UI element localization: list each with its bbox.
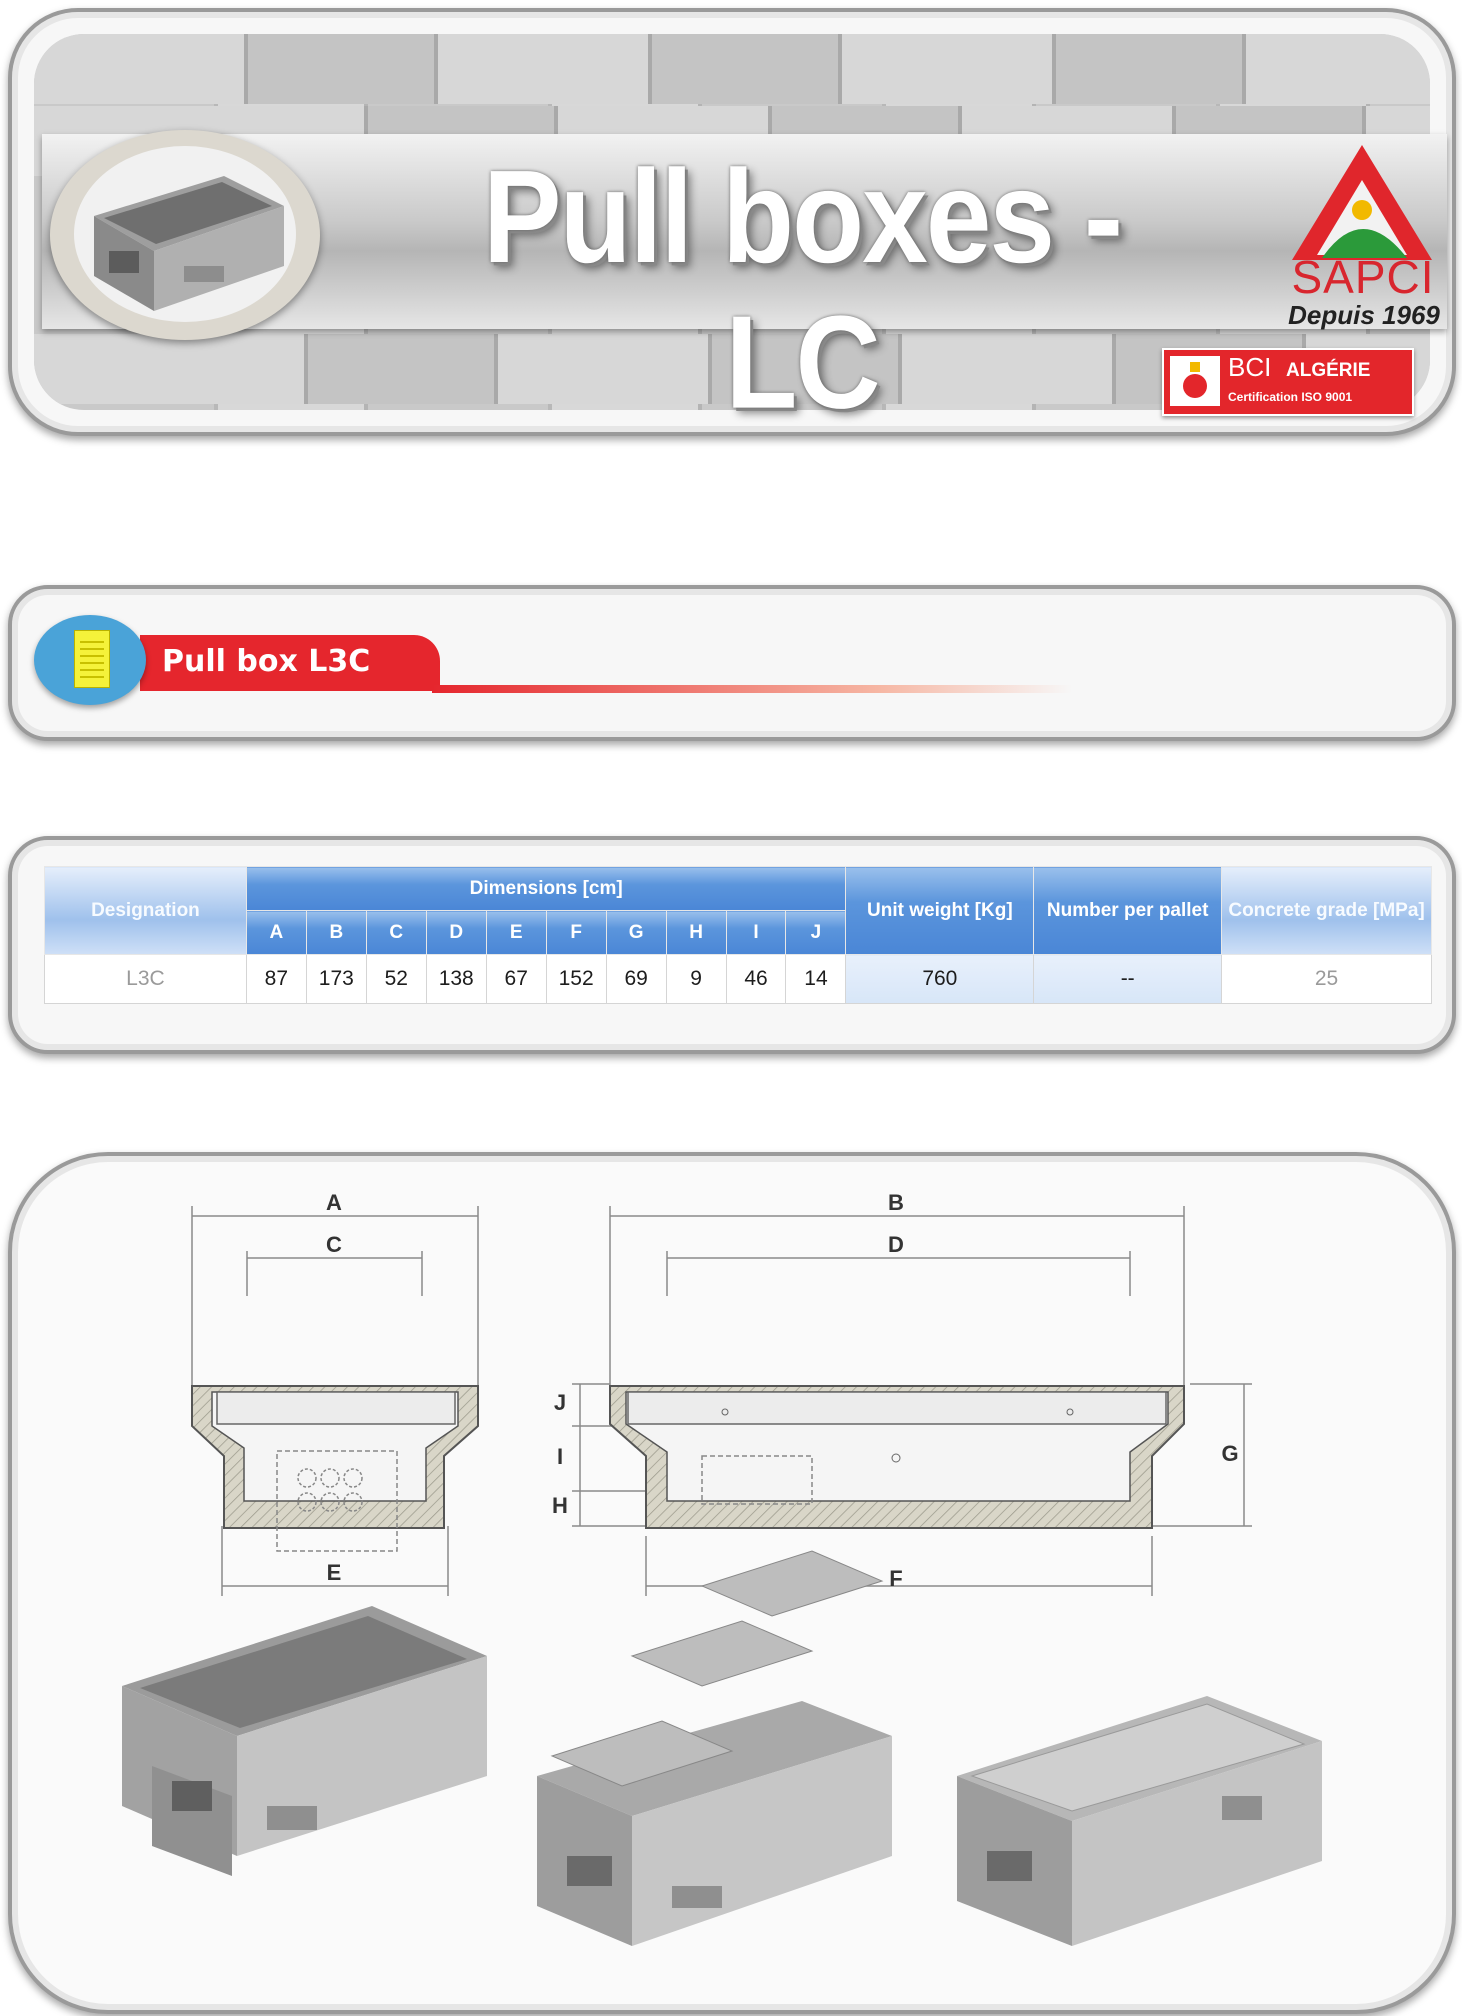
dim-label-a: A: [326, 1190, 342, 1215]
spec-table: [44, 866, 1432, 1004]
spec-table-panel: [8, 836, 1456, 1054]
header-dim-h: H: [666, 911, 726, 955]
dim-label-d: D: [888, 1232, 904, 1257]
header-designation: Designation: [45, 867, 247, 955]
header-dimensions: Dimensions [cm]: [246, 867, 846, 911]
render-closed-box: [957, 1696, 1322, 1946]
cell-number-per-pallet: --: [1034, 955, 1222, 1004]
header-dim-a: A: [246, 911, 306, 955]
cell-dim-a: 87: [246, 955, 306, 1004]
section-underline: [432, 685, 1072, 693]
header-number-per-pallet: Number per pallet: [1034, 867, 1222, 955]
bci-certification-text: Certification ISO 9001: [1228, 390, 1353, 404]
table-row: [45, 955, 1432, 1004]
dim-label-e: E: [326, 1560, 342, 1585]
header-banner: [8, 8, 1456, 436]
bci-certification-badge: [1162, 348, 1414, 416]
header-concrete-grade: Concrete grade [MPa]: [1222, 867, 1432, 955]
header-dim-c: C: [366, 911, 426, 955]
cell-dim-c: 52: [366, 955, 426, 1004]
cell-concrete-grade: 25: [1222, 955, 1432, 1004]
document-icon: [74, 630, 110, 688]
header-dim-g: G: [606, 911, 666, 955]
dim-label-b: B: [888, 1190, 904, 1215]
dim-label-c: C: [326, 1232, 342, 1257]
dim-label-j: J: [553, 1390, 567, 1415]
dim-label-h: H: [552, 1493, 568, 1518]
dim-label-g: G: [1221, 1441, 1239, 1466]
cell-dim-f: 152: [546, 955, 606, 1004]
section-header: [8, 585, 1456, 741]
render-box-with-covers: [537, 1551, 892, 1946]
header-dim-j: J: [786, 911, 846, 955]
header-dim-f: F: [546, 911, 606, 955]
header-unit-weight: Unit weight [Kg]: [846, 867, 1034, 955]
brand-since: Depuis 1969: [1288, 300, 1440, 330]
bci-logo-icon: [1170, 356, 1220, 406]
document-icon-badge: [34, 615, 146, 705]
dim-label-i: I: [556, 1444, 564, 1469]
dim-label-f: F: [889, 1566, 903, 1591]
header-dim-d: D: [426, 911, 486, 955]
cell-dim-h: 9: [666, 955, 726, 1004]
cell-dim-i: 46: [726, 955, 786, 1004]
header-dim-b: B: [306, 911, 366, 955]
brand-name: SAPCI: [1291, 251, 1435, 303]
product-thumbnail: [74, 146, 296, 322]
cell-dim-g: 69: [606, 955, 666, 1004]
header-dim-i: I: [726, 911, 786, 955]
render-open-box: [122, 1606, 487, 1876]
header-dim-e: E: [486, 911, 546, 955]
section-title: Pull box L3C: [162, 644, 371, 679]
cell-dim-d: 138: [426, 955, 486, 1004]
cell-dim-j: 14: [786, 955, 846, 1004]
cell-unit-weight: 760: [846, 955, 1034, 1004]
technical-drawing: [12, 1156, 1444, 2002]
cell-dim-b: 173: [306, 955, 366, 1004]
cell-designation: L3C: [45, 955, 247, 1004]
page-title: Pull boxes -LC: [482, 143, 1122, 436]
bci-name: BCI: [1228, 352, 1272, 382]
cell-dim-e: 67: [486, 955, 546, 1004]
technical-drawing-panel: [8, 1152, 1456, 2014]
bci-country: ALGÉRIE: [1286, 360, 1371, 381]
